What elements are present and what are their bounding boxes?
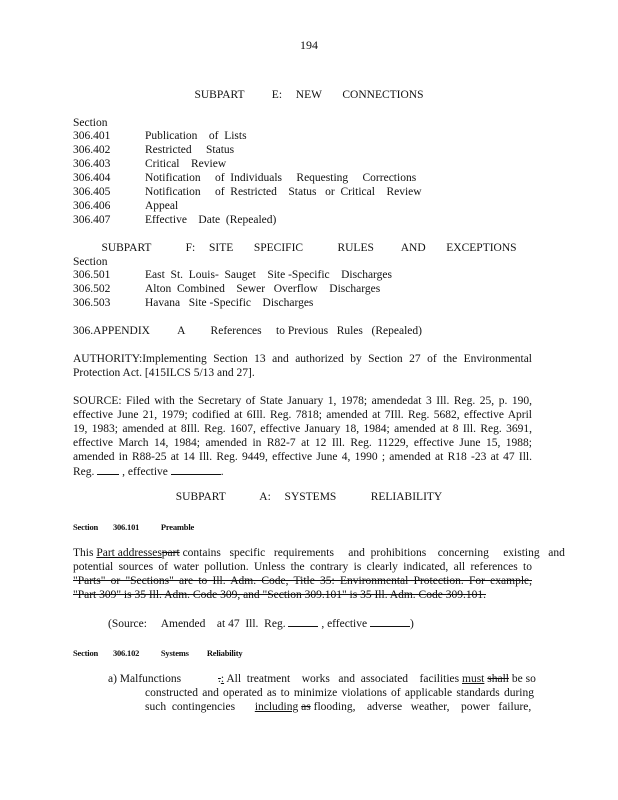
malfunctions-label-row bbox=[108, 672, 181, 686]
source-line: amended in R88-25 at 14 Ill. Reg. 9449, effective June 4, 1990 ; amended at R18 -23 at 47 Ill. bbox=[73, 451, 532, 463]
preamble-line-3-deleted: "Parts" or "Sections" are to Ill. Adm. Code, Title 35: Environmental Protection. For example, bbox=[73, 575, 532, 587]
inserted-text: Part addresses bbox=[96, 547, 162, 559]
toc-row bbox=[73, 143, 234, 157]
appendix-row bbox=[73, 324, 422, 338]
malfunctions-line-2: constructed and operated as to minimize violations of applicable standards during bbox=[145, 687, 534, 699]
reg-blank bbox=[97, 464, 119, 475]
malfunctions-line-3: such contingencies including as flooding, adverse weather, power failure, bbox=[145, 701, 532, 713]
reg-blank bbox=[288, 616, 318, 627]
toc-section-title: Critical Review bbox=[145, 158, 227, 170]
toc-row bbox=[73, 171, 416, 185]
toc-row bbox=[73, 282, 380, 296]
malfunctions-line-1: .: All treatment works and associated facilities must shall be so bbox=[218, 673, 536, 685]
malfunctions-line-1-wrap bbox=[218, 672, 534, 686]
toc-section-number: 306.402 bbox=[73, 144, 111, 156]
toc-section-title: Notification of Individuals Requesting Corrections bbox=[145, 172, 417, 184]
subpart-a-heading: SUBPART A: SYSTEMS RELIABILITY bbox=[175, 491, 443, 503]
deleted-text: part bbox=[161, 547, 180, 559]
appendix-title: References to Previous Rules (Repealed) bbox=[210, 325, 422, 337]
toc-row bbox=[73, 296, 313, 310]
toc-section-title: Havana Site -Specific Discharges bbox=[145, 297, 314, 309]
subpart-e-heading: SUBPART E: NEW CONNECTIONS bbox=[194, 89, 424, 101]
source-line: effective March 14, 1984; amended in R82-7 at 12 Ill. Reg. 11229, effective June 15, 1988; bbox=[73, 437, 532, 449]
toc-section-title: Notification of Restricted Status or Critical Review bbox=[145, 186, 422, 198]
preamble-line-4-deleted: "Part 309" is 35 Ill. Adm. Code 309, and "Section 309.101" is 35 Ill. Adm. Code 309.101. bbox=[73, 589, 486, 601]
toc-row bbox=[73, 268, 392, 282]
toc-section-title: Appeal bbox=[145, 200, 179, 212]
deleted-text: as bbox=[301, 701, 311, 713]
preamble-line-1: This Part addressespart contains specific requirements and prohibitions concerning existing and bbox=[73, 547, 565, 559]
effective-blank bbox=[171, 464, 221, 475]
toc-section-title: Restricted Status bbox=[145, 144, 235, 156]
toc-section-title: Publication of Lists bbox=[145, 130, 247, 142]
deleted-text: . bbox=[218, 673, 221, 685]
preamble-line-2: potential sources of water pollution. Unless the contrary is clearly indicated, all references to bbox=[73, 561, 532, 573]
source-line: SOURCE: Filed with the Secretary of State January 1, 1978; amendedat 3 Ill. Reg. 25, p. 190, bbox=[73, 395, 532, 407]
preamble-paragraph bbox=[73, 546, 565, 602]
source-line: effective June 21, 1979; codified at 6Ill. Reg. 7818; amended at 7Ill. Reg. 5682, effective April bbox=[73, 409, 532, 421]
toc-section-number: 306.403 bbox=[73, 158, 111, 170]
subpart-f-section-label: Section bbox=[73, 256, 108, 268]
toc-section-title: Effective Date (Repealed) bbox=[145, 214, 277, 226]
appendix-letter: A bbox=[177, 325, 185, 337]
subpart-e-section-label: Section bbox=[73, 117, 108, 129]
source-last-line: Reg. , effective . bbox=[73, 466, 224, 478]
toc-section-number: 306.401 bbox=[73, 130, 111, 142]
toc-section-number: 306.503 bbox=[73, 297, 111, 309]
section-101-heading: Section 306.101 Preamble bbox=[73, 522, 195, 532]
authority-line: AUTHORITY:Implementing Section 13 and authorized by Section 27 of the Environmental bbox=[73, 353, 532, 365]
malfunctions-continued bbox=[145, 686, 534, 714]
toc-section-number: 306.407 bbox=[73, 214, 111, 226]
subpart-f-heading: SUBPART F: SITE SPECIFIC RULES AND EXCEPTIONS bbox=[101, 242, 517, 254]
toc-section-title: Alton Combined Sewer Overflow Discharges bbox=[145, 283, 381, 295]
toc-section-number: 306.405 bbox=[73, 186, 111, 198]
page-number: 194 bbox=[300, 38, 318, 52]
preamble-source-note: (Source: Amended at 47 Ill. Reg. , effective ) bbox=[108, 618, 414, 630]
toc-section-number: 306.501 bbox=[73, 269, 111, 281]
toc-row bbox=[73, 213, 276, 227]
source-line: 19, 1983; amended at 8Ill. Reg. 1607, effective January 18, 1984; amended at 8 Ill. Reg. 3691, bbox=[73, 423, 532, 435]
toc-row bbox=[73, 199, 178, 213]
inserted-text: including bbox=[254, 701, 299, 713]
toc-section-number: 306.404 bbox=[73, 172, 111, 184]
authority-line: Protection Act. [415ILCS 5/13 and 27]. bbox=[73, 367, 255, 379]
malfunctions-label: a) Malfunctions bbox=[108, 673, 182, 685]
toc-section-title: East St. Louis- Sauget Site -Specific Discharges bbox=[145, 269, 392, 281]
toc-row bbox=[73, 157, 226, 171]
authority-paragraph bbox=[73, 352, 532, 380]
source-paragraph bbox=[73, 394, 532, 478]
section-102-heading: Section 306.102 Systems Reliability bbox=[73, 648, 243, 658]
deleted-text: shall bbox=[487, 673, 509, 685]
toc-section-number: 306.502 bbox=[73, 283, 111, 295]
appendix-number: 306.APPENDIX bbox=[73, 325, 150, 337]
toc-section-number: 306.406 bbox=[73, 200, 111, 212]
toc-row bbox=[73, 129, 247, 143]
inserted-text: must bbox=[462, 673, 485, 685]
toc-row bbox=[73, 185, 422, 199]
effective-blank bbox=[370, 616, 410, 627]
